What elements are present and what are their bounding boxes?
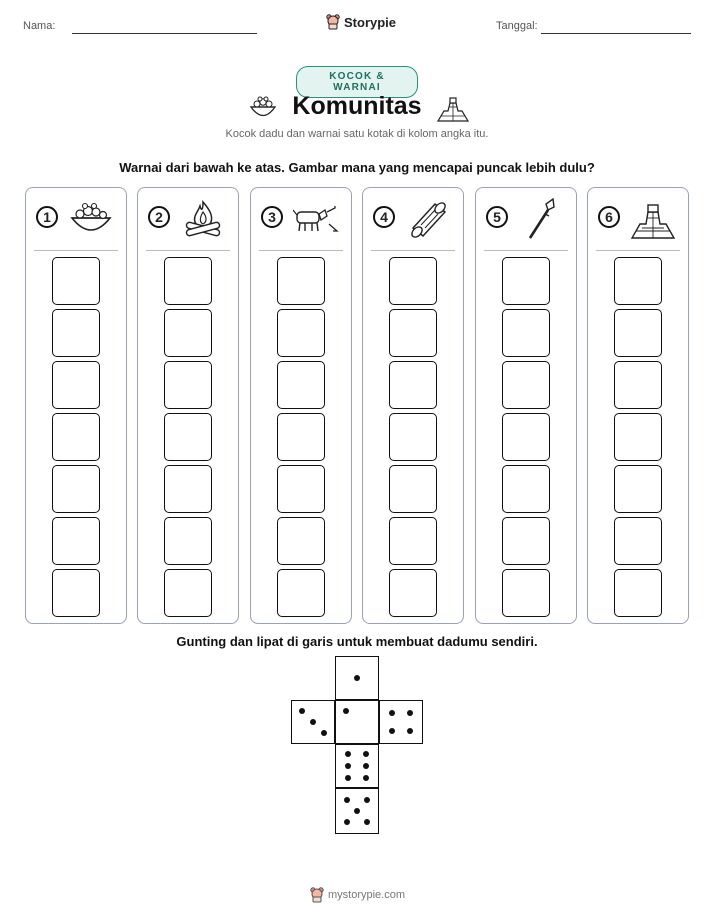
column-2 (137, 187, 239, 624)
color-box[interactable] (614, 465, 662, 513)
pip (354, 808, 360, 814)
color-box[interactable] (52, 361, 100, 409)
pip (389, 710, 395, 716)
color-box[interactable] (614, 569, 662, 617)
color-box[interactable] (389, 413, 437, 461)
die-face-five[interactable] (335, 788, 379, 834)
bear-logo-icon (326, 14, 340, 30)
brand-name: Storypie (344, 14, 397, 30)
column-divider (371, 250, 455, 251)
spear-icon (518, 198, 564, 240)
instruction-text: Warnai dari bawah ke atas. Gambar mana yang mencapai puncak lebih dulu? (119, 160, 595, 175)
color-box[interactable] (502, 517, 550, 565)
color-box[interactable] (502, 257, 550, 305)
color-box[interactable] (277, 361, 325, 409)
column-number: 1 (36, 206, 58, 228)
date-label: Tanggal: (496, 20, 538, 32)
pip (321, 730, 327, 736)
pip (354, 675, 360, 681)
column-divider (484, 250, 568, 251)
column-number: 4 (373, 206, 395, 228)
color-box[interactable] (52, 257, 100, 305)
pip (345, 763, 351, 769)
pip (299, 708, 305, 714)
color-box[interactable] (277, 257, 325, 305)
column-3 (250, 187, 352, 624)
column-divider (596, 250, 680, 251)
color-box[interactable] (614, 517, 662, 565)
color-box[interactable] (277, 413, 325, 461)
pip (364, 797, 370, 803)
bear-logo-icon (310, 887, 324, 903)
color-box[interactable] (277, 309, 325, 357)
column-4 (362, 187, 464, 624)
food-bowl-icon (248, 94, 278, 122)
pip (345, 775, 351, 781)
page-title: Komunitas (292, 92, 422, 120)
color-box[interactable] (52, 309, 100, 357)
color-box[interactable] (277, 569, 325, 617)
color-box[interactable] (614, 361, 662, 409)
column-divider (259, 250, 343, 251)
die-face-four[interactable] (379, 700, 423, 744)
ox-plow-icon (293, 198, 339, 240)
name-label: Nama: (23, 20, 56, 32)
food-bowl-icon (68, 198, 114, 240)
color-box[interactable] (614, 309, 662, 357)
color-box[interactable] (389, 569, 437, 617)
page-subtitle: Kocok dadu dan warnai satu kotak di kolom angka itu. (225, 128, 489, 140)
color-box[interactable] (614, 413, 662, 461)
color-box[interactable] (52, 413, 100, 461)
color-box[interactable] (164, 361, 212, 409)
pip (343, 708, 349, 714)
color-box[interactable] (389, 465, 437, 513)
footer-url[interactable]: mystorypie.com (328, 889, 406, 901)
die-face-one-center[interactable] (335, 700, 379, 744)
color-box[interactable] (502, 309, 550, 357)
pip (364, 819, 370, 825)
color-box[interactable] (389, 257, 437, 305)
color-box[interactable] (164, 257, 212, 305)
color-box[interactable] (164, 309, 212, 357)
die-face-six[interactable] (335, 744, 379, 788)
die-face-three[interactable] (291, 700, 335, 744)
color-box[interactable] (277, 517, 325, 565)
column-divider (34, 250, 118, 251)
color-box[interactable] (502, 569, 550, 617)
scroll-icon (405, 198, 451, 240)
dice-instruction: Gunting dan lipat di garis untuk membuat dadumu sendiri. (176, 634, 538, 649)
color-box[interactable] (502, 465, 550, 513)
footer (310, 887, 405, 903)
color-box[interactable] (164, 517, 212, 565)
column-number: 2 (148, 206, 170, 228)
pip (407, 710, 413, 716)
pip (344, 797, 350, 803)
color-box[interactable] (502, 361, 550, 409)
pip (345, 751, 351, 757)
column-1 (25, 187, 127, 624)
pip (363, 775, 369, 781)
die-face-one[interactable] (335, 656, 379, 700)
color-box[interactable] (52, 517, 100, 565)
color-box[interactable] (164, 413, 212, 461)
column-number: 3 (261, 206, 283, 228)
pip (389, 728, 395, 734)
color-box[interactable] (52, 569, 100, 617)
pyramid-icon (436, 93, 470, 123)
pip (363, 763, 369, 769)
date-line[interactable] (541, 33, 691, 34)
activity-badge: KOCOK & WARNAI (296, 66, 418, 98)
color-box[interactable] (389, 517, 437, 565)
pip (407, 728, 413, 734)
color-box[interactable] (389, 309, 437, 357)
pyramid-icon (630, 198, 676, 240)
brand-logo (326, 14, 396, 30)
color-box[interactable] (164, 465, 212, 513)
column-number: 6 (598, 206, 620, 228)
color-box[interactable] (277, 465, 325, 513)
name-line[interactable] (72, 33, 257, 34)
color-box[interactable] (502, 413, 550, 461)
color-box[interactable] (52, 465, 100, 513)
pip (310, 719, 316, 725)
color-box[interactable] (164, 569, 212, 617)
column-5 (475, 187, 577, 624)
pip (344, 819, 350, 825)
pip (363, 751, 369, 757)
campfire-icon (180, 198, 226, 240)
color-box[interactable] (614, 257, 662, 305)
column-6 (587, 187, 689, 624)
color-box[interactable] (389, 361, 437, 409)
column-divider (146, 250, 230, 251)
column-number: 5 (486, 206, 508, 228)
